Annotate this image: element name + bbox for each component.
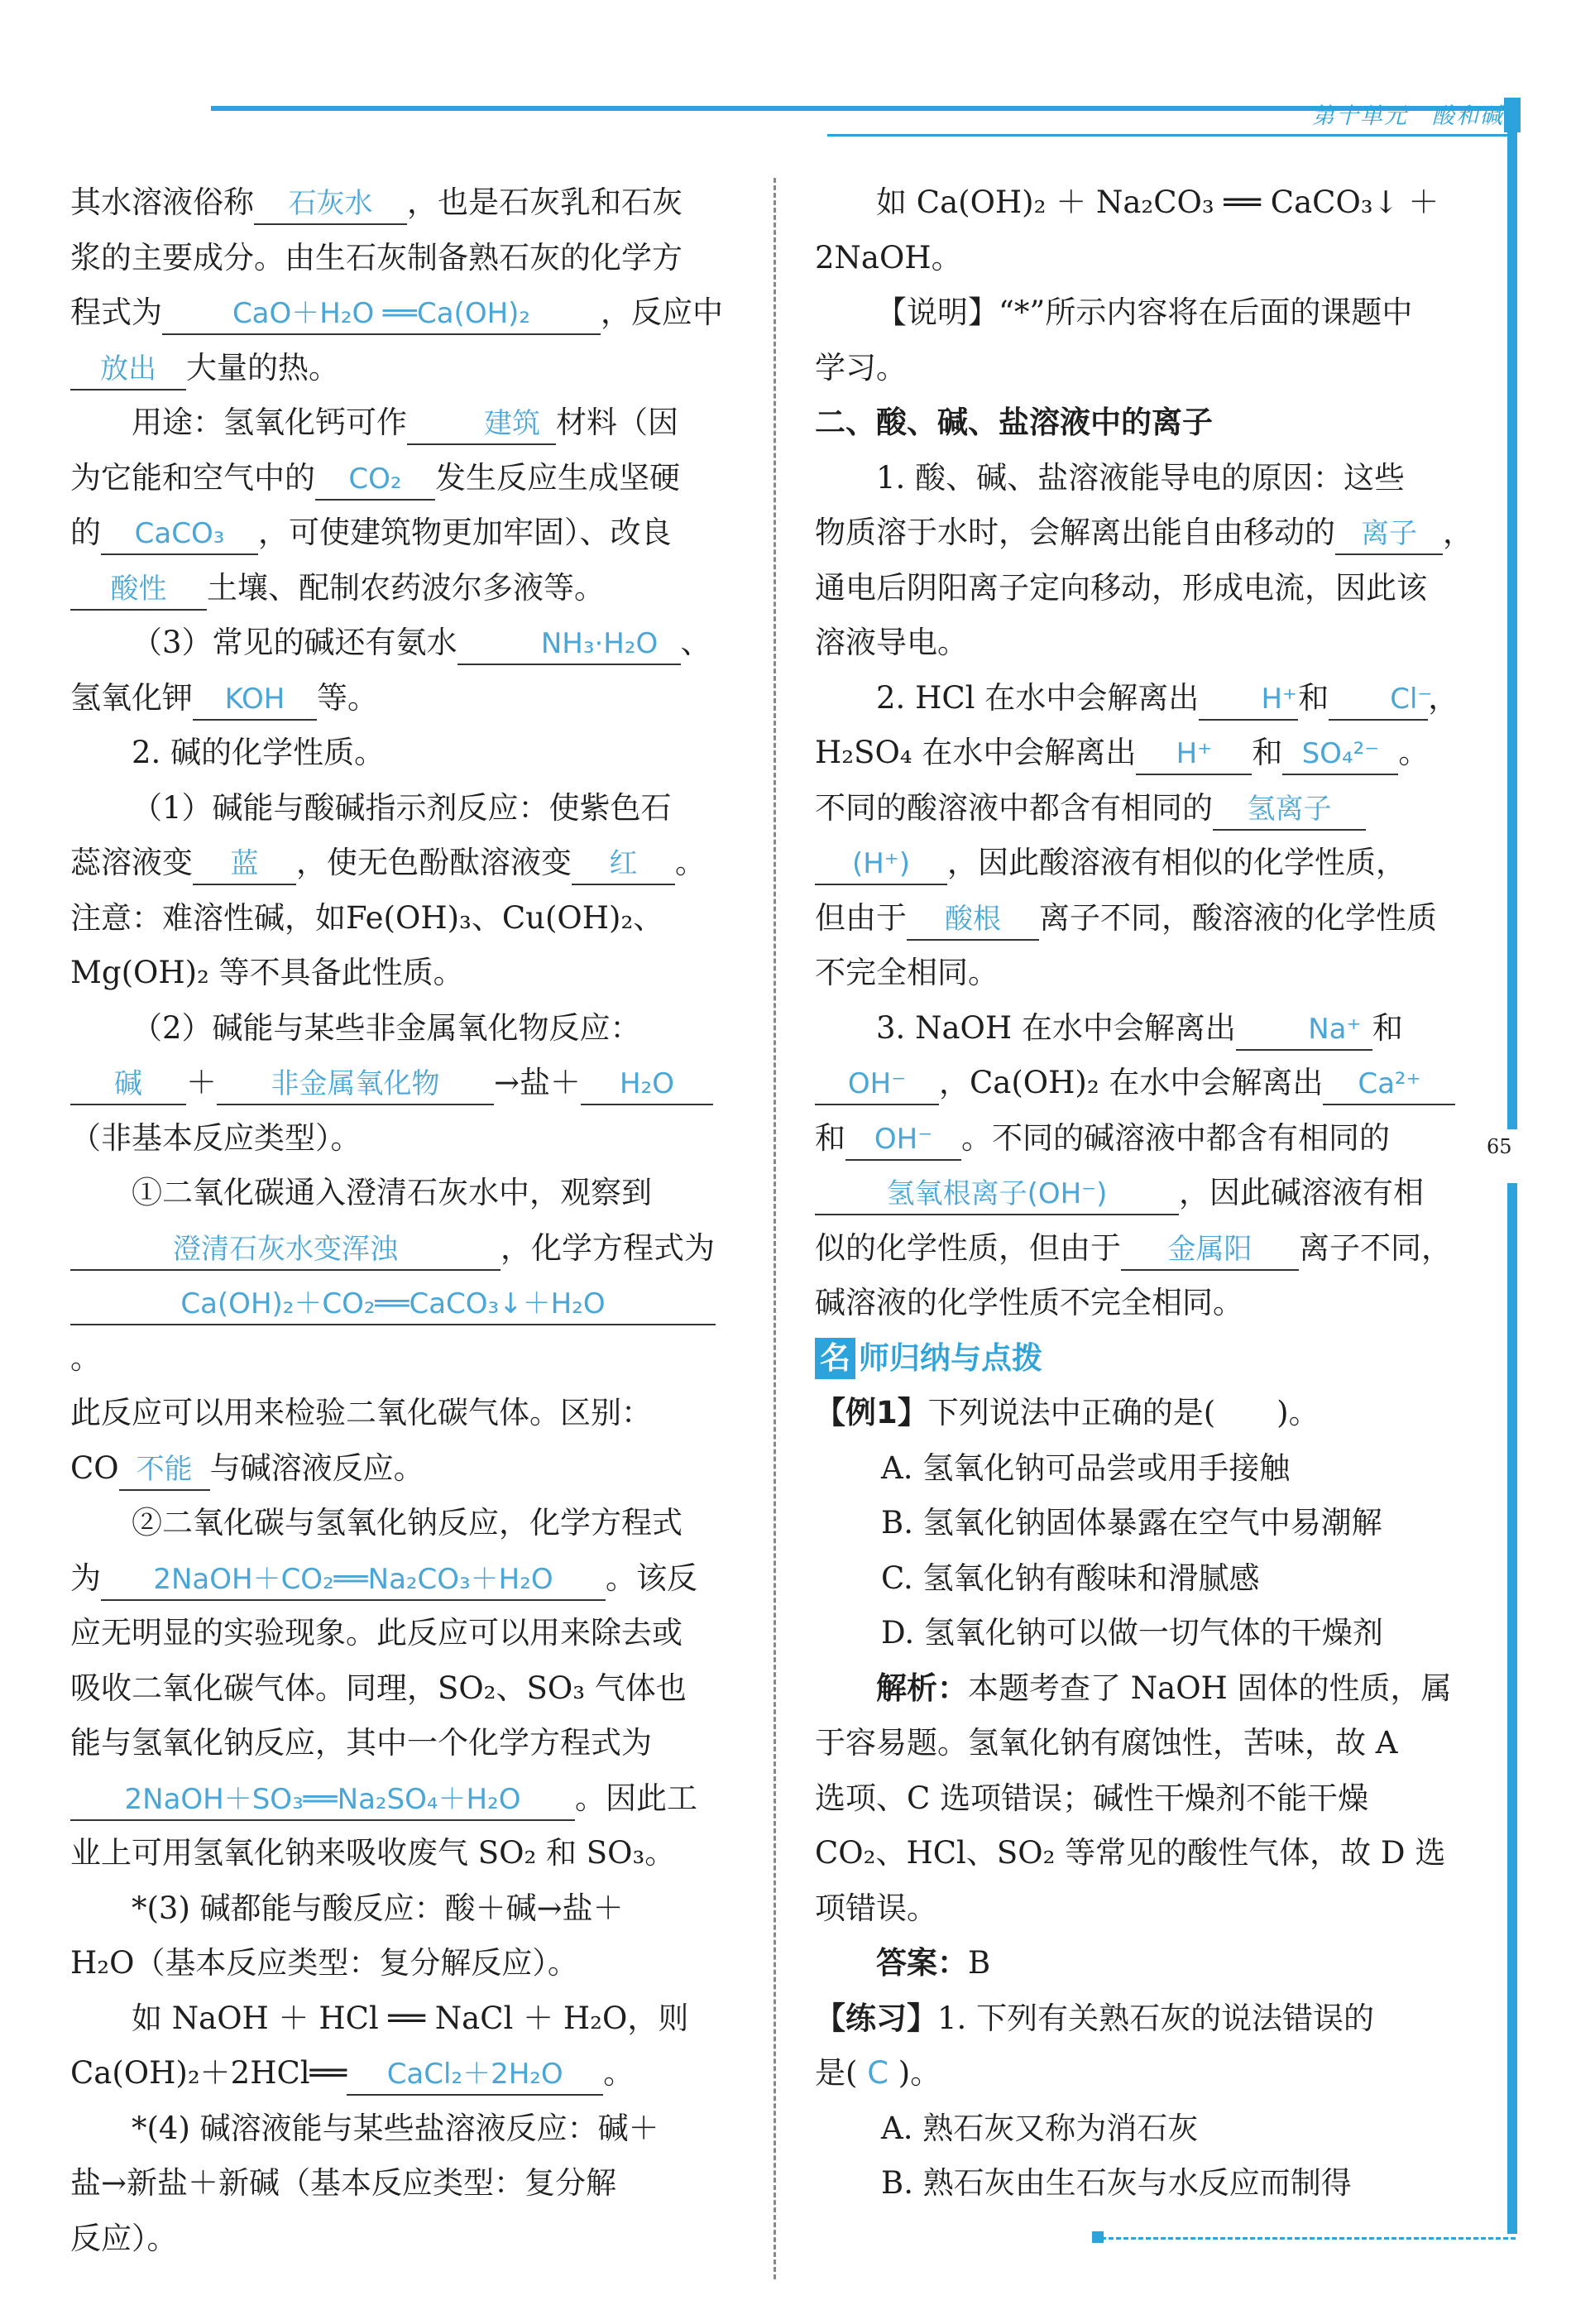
text-line — [815, 341, 1483, 396]
answer-blank: SO₄²⁻ — [1282, 734, 1398, 775]
label-keyword: 【例1】 — [815, 1395, 928, 1430]
text-run: 。 — [70, 1339, 101, 1376]
text-line — [815, 1826, 1483, 1881]
text-run: 。 — [603, 2055, 635, 2091]
text-run: ，因此酸溶液有相似的化学性质， — [947, 845, 1406, 880]
text-run: （非基本反应类型）。 — [70, 1119, 362, 1156]
text-run: ， — [1443, 515, 1473, 550]
text-run: B. 熟石灰由生石灰与水反应而制得 — [881, 2165, 1352, 2201]
text-line — [70, 891, 740, 946]
text-line — [815, 946, 1483, 1001]
text-line — [70, 175, 740, 231]
text-run: 和 — [1298, 679, 1329, 716]
footer-dashed-rule — [1094, 2237, 1516, 2240]
text-run: )。 — [898, 2055, 941, 2091]
text-run: 【说明】“*”所示内容将在后面的课题中 — [876, 295, 1413, 330]
text-run: 似的化学性质，但由于 — [815, 1229, 1121, 1266]
text-line — [70, 1551, 740, 1607]
text-line — [70, 1771, 740, 1827]
text-line — [70, 561, 740, 616]
answer-blank: 澄清石灰水变浑浊 — [70, 1229, 501, 1271]
text-line — [815, 1936, 1483, 1991]
text-line — [70, 395, 740, 451]
text-line — [815, 671, 1483, 726]
text-run: 。 — [1398, 735, 1430, 770]
text-line — [70, 285, 740, 341]
answer-blank: 红 — [572, 844, 675, 885]
text-line — [70, 616, 740, 671]
text-run: 等。 — [317, 679, 378, 716]
text-run: B. 氢氧化钠固体暴露在空气中易潮解 — [881, 1505, 1382, 1541]
text-run: 下列说法中正确的是( )。 — [927, 1395, 1320, 1430]
text-run: 为它能和空气中的 — [70, 459, 315, 496]
header-rule-secondary — [827, 134, 1514, 137]
text-line — [70, 1826, 740, 1881]
section-heading: 师归纳与点拨 — [859, 1339, 1042, 1376]
text-line — [815, 2101, 1483, 2157]
text-run: 不同的酸溶液中都含有相同的 — [815, 789, 1213, 826]
text-run: ，因此碱溶液有相 — [1179, 1175, 1424, 1210]
text-run: *(4) 碱溶液能与某些盐溶液反应：碱＋ — [132, 2110, 659, 2146]
text-line — [70, 671, 740, 726]
text-run: H₂O（基本反应类型：复分解反应）。 — [70, 1945, 578, 1981]
answer-blank: H⁺ — [1136, 734, 1252, 775]
text-line — [815, 1496, 1483, 1551]
answer-blank: 酸根 — [907, 899, 1039, 941]
right-column — [815, 175, 1483, 2211]
text-run: 。 — [675, 845, 706, 880]
text-line — [70, 341, 740, 396]
text-line — [70, 1166, 740, 1221]
text-run: ，也是石灰乳和石灰 — [407, 184, 683, 220]
answer-blank: 氢氧根离子(OH⁻) — [815, 1174, 1179, 1215]
answer-blank: CO₂ — [315, 459, 435, 501]
text-run: 于容易题。氢氧化钠有腐蚀性，苦味，故 A — [815, 1725, 1398, 1761]
text-line — [815, 1716, 1483, 1771]
left-column — [70, 175, 740, 2266]
text-run: H₂SO₄ 在水中会解离出 — [815, 735, 1137, 770]
text-line — [70, 231, 740, 286]
text-run: （1）碱能与酸碱指示剂反应：使紫色石 — [132, 789, 672, 826]
text-run: CO₂、HCl、SO₂ 等常见的酸性气体，故 D 选 — [815, 1835, 1446, 1871]
text-run: 是( — [815, 2055, 858, 2091]
text-line — [815, 1331, 1483, 1387]
text-line — [70, 1386, 740, 1441]
text-run: Ca(OH)₂＋2HCl══ — [70, 2055, 347, 2091]
text-run: 项错误。 — [815, 1890, 937, 1926]
text-run: 离子不同，酸溶液的化学性质 — [1039, 899, 1437, 936]
answer-blank: H₂O — [581, 1064, 713, 1105]
header-unit: 第十单元 — [1312, 103, 1408, 129]
text-run: 盐→新盐＋新碱（基本反应类型：复分解 — [70, 2165, 617, 2201]
text-run: （2）碱能与某些非金属氧化物反应： — [132, 1009, 641, 1046]
text-run: 的 — [70, 515, 101, 550]
answer-blank: 建筑 — [407, 404, 556, 445]
text-run: ，Ca(OH)₂ 在水中会解离出 — [939, 1065, 1324, 1100]
text-run: *(3) 碱都能与酸反应：酸＋碱→盐＋ — [132, 1890, 624, 1926]
text-run: 2. 碱的化学性质。 — [132, 735, 386, 770]
text-run: 3. NaOH 在水中会解离出 — [876, 1009, 1236, 1046]
label-keyword: 解析： — [876, 1670, 968, 1706]
answer-blank: KOH — [193, 679, 317, 721]
text-line — [815, 1386, 1483, 1441]
text-run: 但由于 — [815, 899, 907, 936]
text-line — [815, 1056, 1483, 1111]
answer-blank: CaCl₂＋2H₂O — [347, 2054, 603, 2096]
answer-blank: 氢离子 — [1213, 789, 1366, 831]
text-line — [815, 1441, 1483, 1497]
text-line — [70, 1111, 740, 1167]
text-line — [815, 231, 1483, 286]
section-badge-icon: 名 — [815, 1338, 855, 1379]
text-run: B — [968, 1945, 991, 1981]
answer-blank: Cl⁻ — [1329, 679, 1428, 721]
text-run: Mg(OH)₂ 等不具备此性质。 — [70, 955, 464, 990]
text-run: 通电后阴阳离子定向移动，形成电流，因此该 — [815, 569, 1427, 606]
answer-blank: Na⁺ — [1236, 1009, 1372, 1051]
answer-blank: 2NaOH＋SO₃══Na₂SO₄＋H₂O — [70, 1780, 575, 1821]
text-run: 。因此工 — [575, 1780, 697, 1816]
text-line — [815, 175, 1483, 231]
text-run: 溶液导电。 — [815, 625, 968, 660]
text-line — [70, 2211, 740, 2267]
text-line — [815, 1001, 1483, 1057]
answer-blank: Ca²⁺ — [1323, 1064, 1455, 1105]
text-run: 物质溶于水时，会解离出能自由移动的 — [815, 515, 1335, 550]
text-line — [70, 451, 740, 506]
text-run: C. 氢氧化钠有酸味和滑腻感 — [881, 1560, 1260, 1596]
text-run: A. 氢氧化钠可品尝或用手接触 — [881, 1450, 1291, 1486]
text-line — [70, 946, 740, 1001]
label-keyword: 答案： — [876, 1945, 968, 1981]
text-run: 为 — [70, 1560, 101, 1596]
running-header — [1312, 98, 1504, 130]
text-run: 业上可用氢氧化钠来吸收废气 SO₂ 和 SO₃。 — [70, 1835, 676, 1871]
text-line — [815, 1276, 1483, 1331]
text-line — [70, 1661, 740, 1717]
text-line — [815, 726, 1483, 781]
text-run: 土壤、配制农药波尔多液等。 — [207, 569, 605, 606]
answer-blank: 蓝 — [193, 844, 296, 885]
text-line — [815, 506, 1483, 561]
text-line — [70, 2101, 740, 2157]
text-run: 程式为 — [70, 295, 162, 330]
text-run: 选项、C 选项错误；碱性干燥剂不能干燥 — [815, 1780, 1369, 1816]
text-run: 蕊溶液变 — [70, 845, 193, 880]
text-line — [815, 891, 1483, 946]
text-line — [815, 1606, 1483, 1661]
text-line — [70, 1936, 740, 1991]
text-line — [815, 1221, 1483, 1277]
header-topic: 酸和碱 — [1432, 103, 1504, 129]
text-line — [815, 1881, 1483, 1937]
text-run: 不完全相同。 — [815, 955, 999, 990]
text-run: 注意：难溶性碱，如Fe(OH)₃、Cu(OH)₂、 — [70, 899, 664, 936]
text-line — [70, 506, 740, 561]
text-line — [70, 726, 740, 781]
text-line — [815, 561, 1483, 616]
text-run: 此反应可以用来检验二氧化碳气体。区别： — [70, 1395, 652, 1430]
text-line — [815, 395, 1483, 451]
text-line — [815, 836, 1483, 891]
text-run: ，可使建筑物更加牢固）、改良 — [258, 515, 672, 550]
text-run: ，化学方程式为 — [501, 1229, 715, 1266]
answer-blank: 不能 — [119, 1450, 210, 1491]
text-line — [815, 781, 1483, 836]
answer-blank: 石灰水 — [254, 184, 407, 225]
text-run: D. 氢氧化钠可以做一切气体的干燥剂 — [881, 1615, 1383, 1651]
answer-blank: 碱 — [70, 1064, 186, 1105]
text-run: 离子不同， — [1299, 1229, 1452, 1266]
text-run: 和 — [1372, 1009, 1403, 1046]
text-run: 碱溶液的化学性质不完全相同。 — [815, 1285, 1243, 1320]
text-line — [70, 1991, 740, 2047]
text-run: 发生反应生成坚硬 — [435, 459, 680, 496]
text-run: 浆的主要成分。由生石灰制备熟石灰的化学方 — [70, 239, 683, 276]
answer-blank: Ca(OH)₂＋CO₂══CaCO₃↓＋H₂O — [70, 1284, 716, 1325]
text-line — [70, 1001, 740, 1057]
text-run: 氢氧化钾 — [70, 679, 193, 716]
text-line — [70, 1716, 740, 1771]
text-run: 1. 下列有关熟石灰的说法错误的 — [937, 2000, 1375, 2036]
text-run: 本题考查了 NaOH 固体的性质，属 — [968, 1670, 1452, 1706]
text-line — [815, 1551, 1483, 1607]
text-line — [815, 616, 1483, 671]
text-run: 其水溶液俗称 — [70, 184, 254, 220]
answer-blank: NH₃·H₂O — [457, 624, 681, 665]
text-line — [815, 1166, 1483, 1221]
text-run: ， — [1428, 679, 1459, 716]
answer-blank: 金属阳 — [1121, 1229, 1299, 1271]
text-run: 学习。 — [815, 349, 907, 386]
text-run: →盐＋ — [494, 1065, 582, 1100]
text-run: 。该反 — [606, 1560, 697, 1596]
answer-blank: 酸性 — [70, 569, 207, 611]
text-run: A. 熟石灰又称为消石灰 — [881, 2110, 1199, 2146]
text-run: 材料（因 — [556, 405, 678, 440]
answer-blank: CaCO₃ — [101, 514, 258, 555]
side-bar-lower — [1507, 1183, 1517, 2234]
page-number: 65 — [1487, 1135, 1512, 1158]
text-run: ，使无色酚酞溶液变 — [296, 845, 572, 880]
text-line — [70, 2156, 740, 2211]
side-bar-upper — [1507, 132, 1517, 1129]
answer-blank: 放出 — [70, 349, 186, 391]
text-run: 用途：氢氧化钙可作 — [132, 405, 407, 440]
text-line — [815, 2156, 1483, 2211]
text-run: 如 NaOH ＋ HCl ══ NaCl ＋ H₂O，则 — [132, 2000, 689, 2036]
text-run: 大量的热。 — [186, 349, 339, 386]
text-line — [70, 781, 740, 836]
text-line — [70, 1881, 740, 1937]
text-line — [70, 1496, 740, 1551]
text-run: 能与氢氧化钠反应，其中一个化学方程式为 — [70, 1725, 652, 1761]
text-run: 反应）。 — [70, 2220, 178, 2256]
text-line — [815, 285, 1483, 341]
text-run: 吸收二氧化碳气体。同理，SO₂、SO₃ 气体也 — [70, 1670, 687, 1706]
text-run: 。不同的碱溶液中都含有相同的 — [961, 1119, 1390, 1156]
answer-blank: OH⁻ — [845, 1119, 961, 1161]
text-run: 和 — [815, 1119, 845, 1156]
text-run: 应无明显的实验现象。此反应可以用来除去或 — [70, 1615, 683, 1651]
answer-blank: 非金属氧化物 — [217, 1064, 494, 1105]
text-run: 和 — [1252, 735, 1283, 770]
text-line — [70, 1056, 740, 1111]
text-run: ②二氧化碳与氢氧化钠反应，化学方程式 — [132, 1505, 683, 1541]
text-line — [70, 1276, 740, 1386]
text-run: （3）常见的碱还有氨水 — [132, 625, 457, 660]
text-line — [815, 1771, 1483, 1827]
text-line — [70, 836, 740, 891]
answer-blank: (H⁺) — [815, 844, 947, 885]
text-line — [70, 1441, 740, 1497]
text-run: 二、酸、碱、盐溶液中的离子 — [815, 405, 1213, 440]
text-run: 2NaOH。 — [815, 239, 962, 276]
text-run: 与碱溶液反应。 — [209, 1450, 424, 1486]
answer-choice: C — [857, 2055, 898, 2091]
answer-blank: H⁺ — [1199, 679, 1298, 721]
answer-blank: 2NaOH＋CO₂══Na₂CO₃＋H₂O — [101, 1560, 606, 1601]
text-line — [70, 1221, 740, 1277]
text-line — [70, 2046, 740, 2101]
text-run: ①二氧化碳通入澄清石灰水中，观察到 — [132, 1175, 652, 1210]
text-run: 、 — [680, 625, 711, 660]
text-line — [815, 2046, 1483, 2101]
header-tab-marker — [1504, 98, 1521, 132]
text-line — [815, 1991, 1483, 2047]
text-line — [815, 1661, 1483, 1717]
answer-blank: 离子 — [1335, 514, 1443, 555]
text-run: ＋ — [186, 1065, 217, 1100]
text-line — [815, 1111, 1483, 1167]
text-run: 2. HCl 在水中会解离出 — [876, 679, 1200, 716]
answer-blank: CaO＋H₂O ══Ca(OH)₂ — [162, 294, 601, 335]
text-run: ，反应中 — [601, 295, 723, 330]
text-run: CO — [70, 1450, 119, 1486]
text-line — [815, 451, 1483, 506]
text-run: 如 Ca(OH)₂ ＋ Na₂CO₃ ══ CaCO₃↓ ＋ — [876, 184, 1439, 220]
column-divider — [774, 178, 776, 2279]
text-run: 1. 酸、碱、盐溶液能导电的原因：这些 — [876, 459, 1406, 496]
label-keyword: 【练习】 — [815, 2000, 937, 2036]
answer-blank: OH⁻ — [815, 1064, 939, 1105]
text-line — [70, 1606, 740, 1661]
